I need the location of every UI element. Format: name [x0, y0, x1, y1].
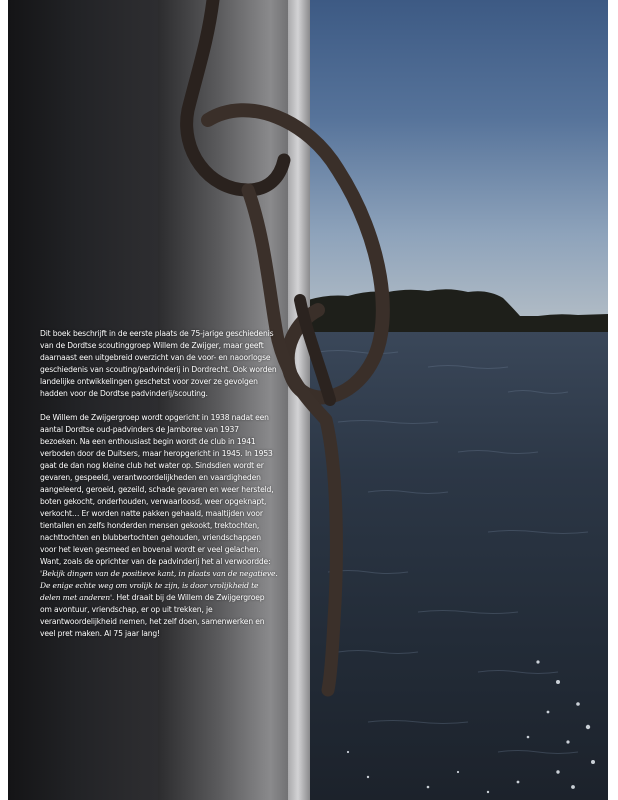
- intro-paragraph: Dit boek beschrijft in de eerste plaats de 75-jarige geschiedenis van de Dordtse scoutinggroep Willem de Zwijger, maar geeft daarnaast een uitgebreid overzicht van de voor- en naoorlogse geschiedenis van scouting/padvinderij in Dordrecht. Ook worden landelijke ontwikkelingen geschetst voor zover ze gevolgen hadden voor de Dordtse padvinderij/scouting.: [40, 329, 277, 398]
- founder-quote: 'Bekijk dingen van de positieve kant, in plaats van de negatieve. De enige echte weg om vrolijk te zijn, is door vrolijkheid te delen met anderen': [40, 569, 278, 602]
- history-text: De Willem de Zwijgergroep wordt opgericht in 1938 nadat een aantal Dordtse oud-padvinders de Jamboree van 1937 bezoeken. Na een enthousiast begin wordt de club in 1941 verboden door de Duitsers, maar heropgericht in 1945. In 1953 gaat de dan nog kleine club het water op. Sindsdien wordt er gevaren, gespeeld, verantwoordelijkheden en vaardigheden aangeleerd, geroeid, gezeild, schade gevaren en weer hersteld, boten gekocht, onderhouden, verwaarloosd, weer opgeknapt, verkocht… Er worden natte pakken gehaald, maaltijden voor tientallen en zelfs honderden mensen gekookt, trektochten, nachttochten en blubbertochten gehouden, vriendschappen voor het leven gesmeed en bovenal wordt er veel gelachen. Want, zoals de oprichter van de padvinderij het al verwoordde:: [40, 413, 274, 566]
- history-paragraph: [40, 412, 278, 640]
- back-cover-text: [40, 328, 278, 652]
- history-text-end: . Het draait bij de Willem de Zwijgergroep om avontuur, vriendschap, er op uit trekken, je verantwoordelijkheid nemen, het zelf doen, samenwerken en veel pret maken. Al 75 jaar lang!: [40, 593, 265, 638]
- book-back-cover: [8, 0, 608, 800]
